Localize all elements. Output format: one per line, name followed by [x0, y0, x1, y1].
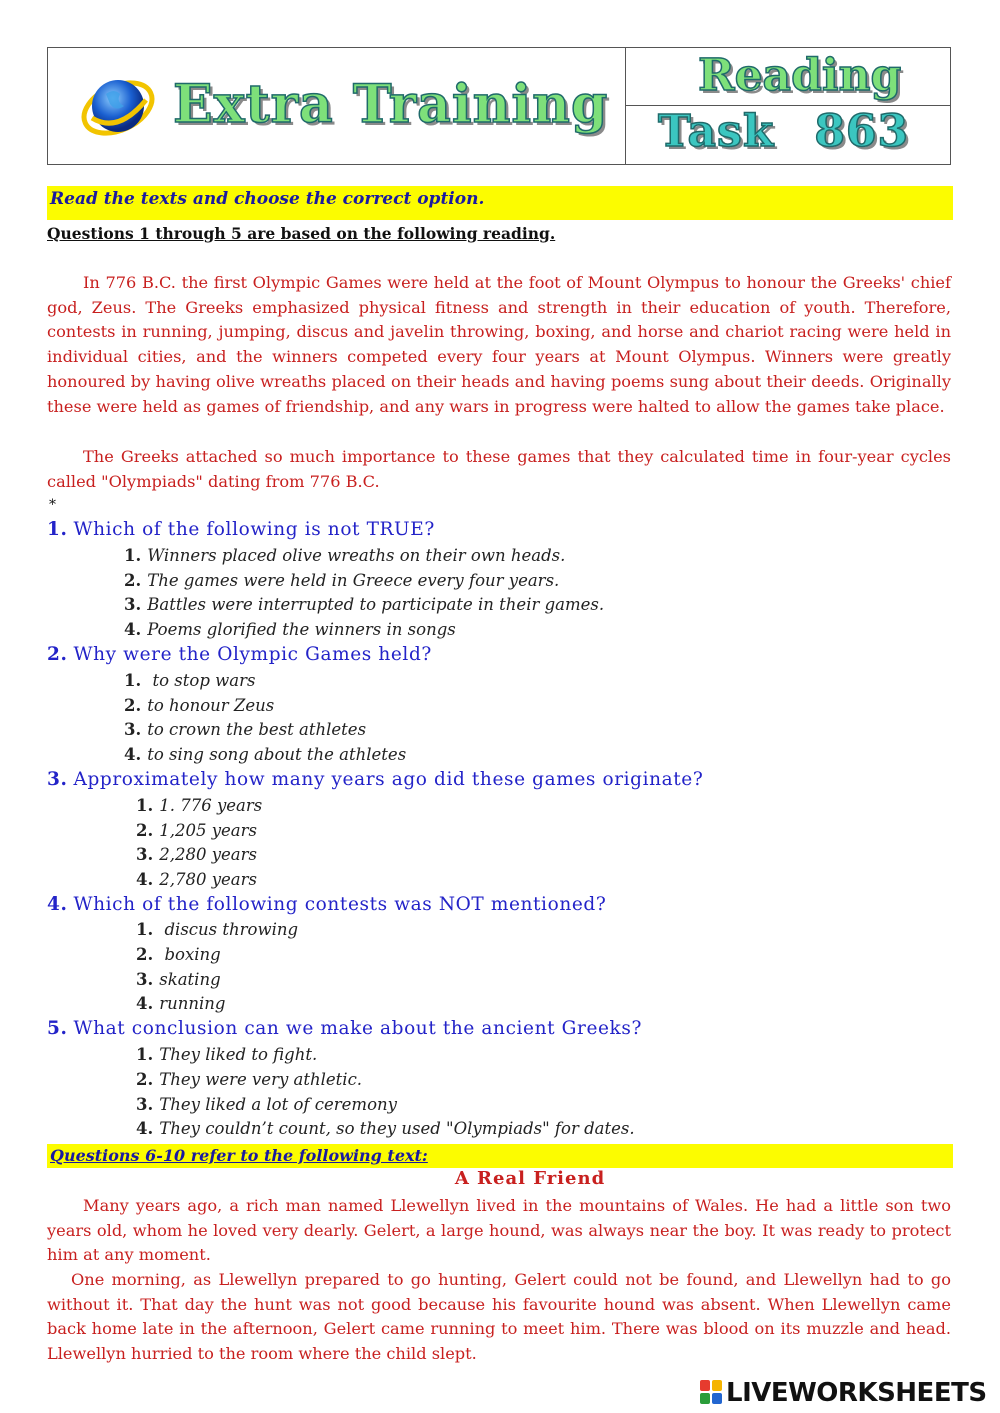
- separator-marker: *: [49, 497, 56, 513]
- q3-option-4[interactable]: 4. 2,780 years: [136, 870, 257, 889]
- liveworksheets-watermark: [700, 1378, 995, 1408]
- liveworksheets-logo-icon: [700, 1380, 722, 1404]
- q5-option-1[interactable]: 1. They liked to fight.: [136, 1045, 318, 1064]
- reading2-paragraph-2: One morning, as Llewellyn prepared to go hunting, Gelert could not be found, and Llewellyn had to go without it. That day the hunt was not good because his favourite hound was absent. When Llewellyn came back home late in the afternoon, Gelert came running to meet him. There was blood on its muzzle and head. Llewellyn hurried to the room where the child slept.: [47, 1270, 951, 1364]
- question-3: 3. Approximately how many years ago did these games originate?: [47, 769, 704, 790]
- title-extra-training: Extra Training: [173, 74, 609, 135]
- q4-option-4[interactable]: 4. running: [136, 994, 226, 1013]
- q1-option-4[interactable]: 4. Poems glorified the winners in songs: [124, 620, 456, 639]
- title-reading: Reading: [698, 50, 902, 101]
- q3-option-1[interactable]: 1. 1. 776 years: [136, 796, 263, 815]
- q2-option-2[interactable]: 2. to honour Zeus: [124, 696, 275, 715]
- title-task: [658, 106, 909, 157]
- header-divider: [625, 48, 626, 164]
- reading2-title: A Real Friend: [454, 1168, 606, 1189]
- sub-instruction: Questions 1 through 5 are based on the following reading.: [47, 224, 556, 243]
- question-1: 1. Which of the following is not TRUE?: [47, 519, 435, 540]
- q5-option-3[interactable]: 3. They liked a lot of ceremony: [136, 1095, 397, 1114]
- watermark-text: LIVEWORKSHEETS: [726, 1378, 987, 1408]
- q4-option-2[interactable]: 2. boxing: [136, 945, 221, 964]
- question-4: 4. Which of the following contests was NOT mentioned?: [47, 894, 607, 915]
- q1-option-2[interactable]: 2. The games were held in Greece every four years.: [124, 571, 560, 590]
- globe-icon: [78, 66, 158, 146]
- q2-option-1[interactable]: 1. to stop wars: [124, 671, 256, 690]
- q2-option-3[interactable]: 3. to crown the best athletes: [124, 720, 367, 739]
- q5-option-4[interactable]: 4. They couldn’t count, so they used "Olympiads" for dates.: [136, 1119, 635, 1138]
- q4-option-3[interactable]: 3. skating: [136, 970, 221, 989]
- q1-option-1[interactable]: 1. Winners placed olive wreaths on their own heads.: [124, 546, 566, 565]
- q3-option-3[interactable]: 3. 2,280 years: [136, 845, 257, 864]
- question-2: 2. Why were the Olympic Games held?: [47, 644, 432, 665]
- q5-option-2[interactable]: 2. They were very athletic.: [136, 1070, 363, 1089]
- task-number: 863: [814, 106, 910, 157]
- q3-option-2[interactable]: 2. 1,205 years: [136, 821, 257, 840]
- q4-option-1[interactable]: 1. discus throwing: [136, 920, 299, 939]
- reading1-paragraph-2: The Greeks attached so much importance to these games that they calculated time in four-year cycles called "Olympiads" dating from 776 B.C.: [47, 447, 951, 491]
- q2-option-4[interactable]: 4. to sing song about the athletes: [124, 745, 407, 764]
- q1-option-3[interactable]: 3. Battles were interrupted to participate in their games.: [124, 595, 605, 614]
- task-label: Task: [658, 106, 775, 157]
- reading2-paragraph-1: Many years ago, a rich man named Llewellyn lived in the mountains of Wales. He had a little son two years old, whom he loved very dearly. Gelert, a large hound, was always near the boy. It was ready to protect him at any moment.: [47, 1196, 951, 1265]
- worksheet-header: [47, 47, 951, 165]
- instruction-bar: Read the texts and choose the correct option.: [47, 186, 953, 220]
- section2-instruction-bar: Questions 6-10 refer to the following text:: [47, 1144, 953, 1168]
- reading1-paragraph-1: In 776 B.C. the first Olympic Games were held at the foot of Mount Olympus to honour the Greeks' chief god, Zeus. The Greeks emphasized physical fitness and strength in their education of youth. Therefore, contests in running, jumping, discus and javelin throwing, boxing, and horse and chariot racing were held in individual cities, and the winners competed every four years at Mount Olympus. Winners were greatly honoured by having olive wreaths placed on their heads and having poems sung about their deeds. Originally these were held as games of friendship, and any wars in progress were halted to allow the games take place.: [47, 273, 951, 416]
- question-5: 5. What conclusion can we make about the ancient Greeks?: [47, 1018, 642, 1039]
